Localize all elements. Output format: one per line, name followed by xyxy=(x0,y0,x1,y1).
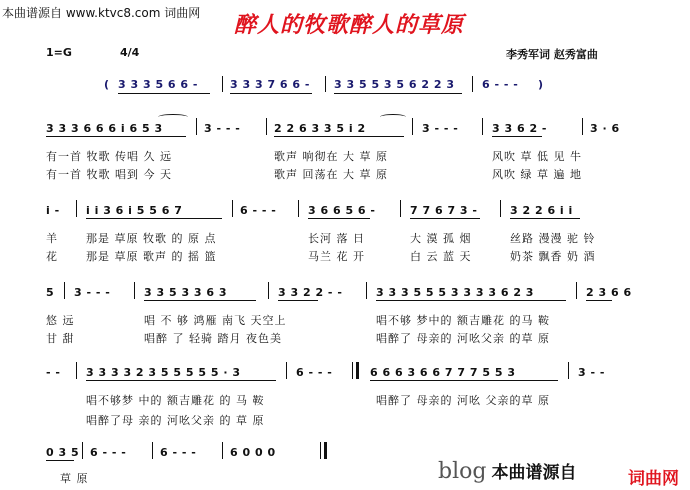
lyric: 草 原 xyxy=(60,472,89,485)
watermark-right: 词曲网 xyxy=(164,6,201,20)
measure: 2 3 6 6 xyxy=(586,286,632,299)
footer xyxy=(438,458,577,484)
lyric: 唱不够 梦中的 额吉雕花 的马 鞍 xyxy=(376,314,550,327)
measure: 5 xyxy=(46,286,55,299)
lyric: 马兰 花 开 xyxy=(308,250,365,263)
key-signature: 1=G xyxy=(46,46,72,59)
lyric: 唱 不 够 鸿雁 南飞 天空上 xyxy=(144,314,287,327)
measure: 3 3 3 6 6 6 i 6 5 3 xyxy=(46,122,163,135)
lyric: 奶茶 飘香 奶 酒 xyxy=(510,250,596,263)
footer-blog: blog xyxy=(438,459,487,484)
intro-measure: 3 3 5 5 3 5 6 2 2 3 xyxy=(334,78,455,91)
time-signature: 4/4 xyxy=(120,46,140,59)
footer-source: 本曲谱源自 xyxy=(491,463,577,483)
measure: 3 2 2 6 i i xyxy=(510,204,573,217)
lyric: 唱不够梦 中的 额吉雕花 的 马 鞍 xyxy=(86,394,265,407)
measure: 6 6 6 3 6 6 7 7 7 5 5 3 xyxy=(370,366,516,379)
intro-close: ) xyxy=(538,78,544,91)
measure: i - xyxy=(46,204,60,217)
lyric: 唱醉了 母亲的 河吆 父亲的草 原 xyxy=(376,394,550,407)
lyric: 大 漠 孤 烟 xyxy=(410,232,472,245)
lyric: 有一首 牧歌 唱到 今 天 xyxy=(46,168,172,181)
intro-measure: 3 3 3 5 6 6 - xyxy=(118,78,198,91)
measure: 3 · 6 xyxy=(590,122,620,135)
lyric: 那是 草原 歌声 的 摇 篮 xyxy=(86,250,217,263)
lyric: 风吹 草 低 见 牛 xyxy=(492,150,582,163)
song-title: 醉人的牧歌醉人的草原 xyxy=(234,12,465,38)
lyric: 羊 xyxy=(46,232,58,245)
measure: 0 3 5 xyxy=(46,446,80,459)
watermark xyxy=(2,4,200,21)
lyric: 风吹 绿 草 遍 地 xyxy=(492,168,582,181)
measure: 2 2 6 3 3 5 i 2 xyxy=(274,122,366,135)
lyric: 悠 远 xyxy=(46,314,75,327)
measure: 3 3 2 2 - - xyxy=(278,286,343,299)
measure: i i 3 6 i 5 5 6 7 xyxy=(86,204,183,217)
lyric: 唱醉了母 亲的 河吆父亲 的 草 原 xyxy=(86,414,265,427)
intro-measure: 6 - - - xyxy=(482,78,519,91)
measure: 3 - - - xyxy=(422,122,459,135)
measure: 6 - - - xyxy=(90,446,127,459)
lyric: 歌声 回荡在 大 草 原 xyxy=(274,168,388,181)
lyric: 歌声 响彻在 大 草 原 xyxy=(274,150,388,163)
measure: 3 3 3 5 5 5 3 3 3 3 6 2 3 xyxy=(376,286,534,299)
measure: 3 3 3 3 2 3 5 5 5 5 5 · 3 xyxy=(86,366,241,379)
lyric: 那是 草原 牧歌 的 原 点 xyxy=(86,232,217,245)
measure: 3 3 6 2 - xyxy=(492,122,547,135)
footer-site-logo: 词曲网 xyxy=(628,469,679,489)
lyric: 唱醉了 母亲的 河吆父亲 的草 原 xyxy=(376,332,550,345)
lyric: 有一首 牧歌 传唱 久 远 xyxy=(46,150,172,163)
intro-open: ( xyxy=(104,78,110,91)
intro-measure: 3 3 3 7 6 6 - xyxy=(230,78,310,91)
measure: 3 - - xyxy=(578,366,605,379)
measure: - - xyxy=(46,366,61,379)
measure: 7 7 6 7 3 - xyxy=(410,204,478,217)
lyric: 花 xyxy=(46,250,58,263)
lyric: 甘 甜 xyxy=(46,332,75,345)
measure: 3 - - - xyxy=(204,122,241,135)
lyric: 丝路 漫漫 驼 铃 xyxy=(510,232,596,245)
measure: 3 6 6 5 6 - xyxy=(308,204,376,217)
measure: 6 - - - xyxy=(296,366,333,379)
measure: 3 - - - xyxy=(74,286,111,299)
measure: 3 3 5 3 3 6 3 xyxy=(144,286,228,299)
lyric: 唱醉 了 轻骑 踏月 夜色美 xyxy=(144,332,282,345)
credits: 李秀军词 赵秀富曲 xyxy=(506,48,598,61)
watermark-left: 本曲谱源自 xyxy=(2,6,63,20)
measure: 6 0 0 0 xyxy=(230,446,276,459)
measure: 6 - - - xyxy=(160,446,197,459)
measure: 6 - - - xyxy=(240,204,277,217)
lyric: 长河 落 日 xyxy=(308,232,365,245)
watermark-url: www.ktvc8.com xyxy=(65,6,161,20)
lyric: 白 云 蓝 天 xyxy=(410,250,472,263)
